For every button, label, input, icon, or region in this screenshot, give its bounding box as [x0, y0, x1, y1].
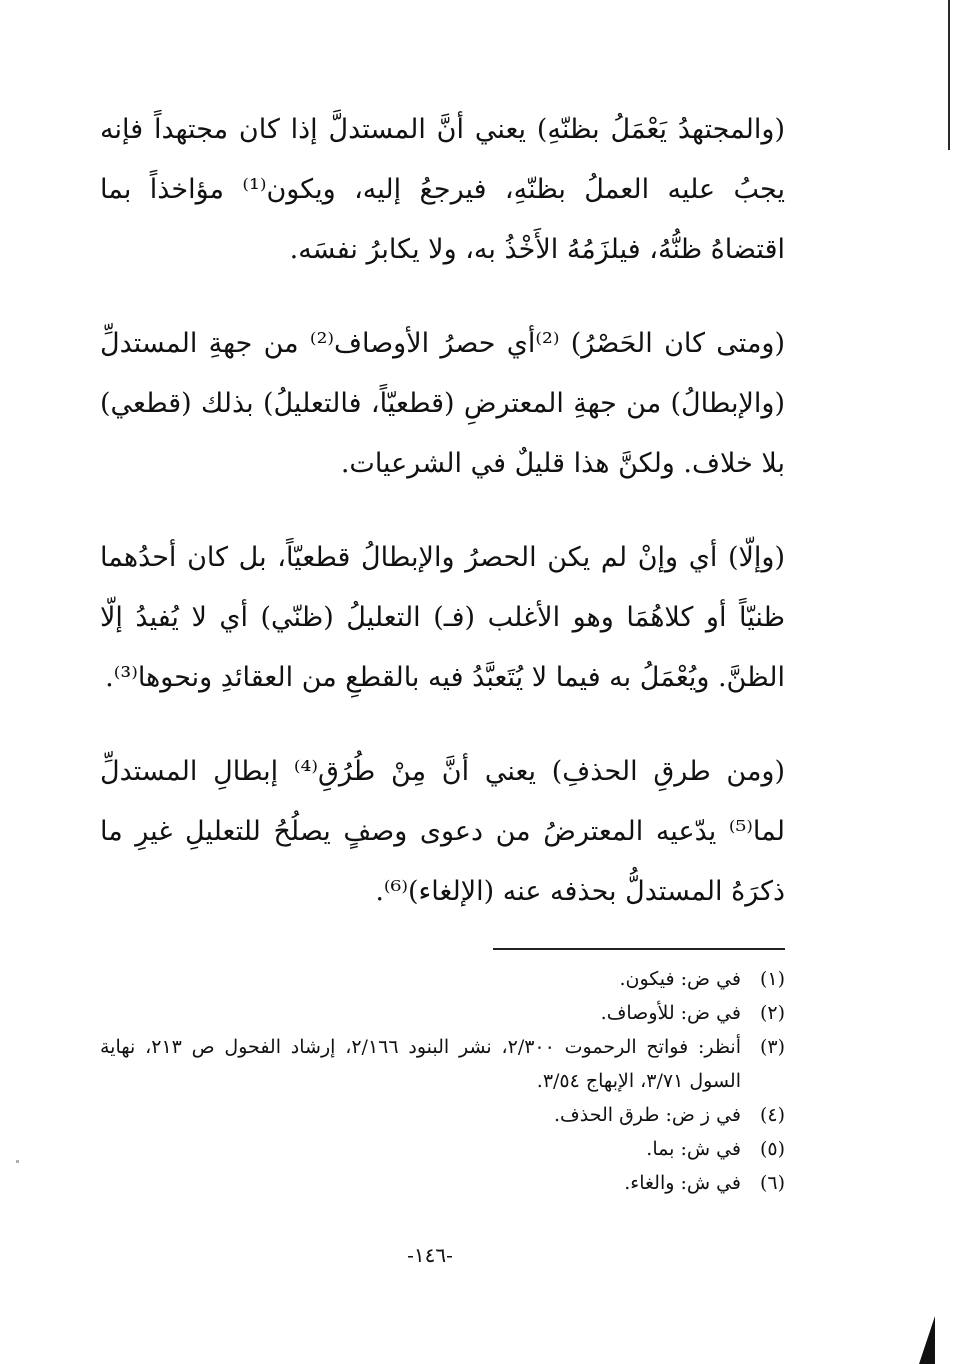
- footnote-text: أنظر: فواتح الرحموت ٢/٣٠٠، نشر البنود ٢/١٦٦، إرشاد الفحول ص ٢١٣، نهاية السول ٣/٧١، الإبهاج ٣/٥٤.: [100, 1036, 741, 1092]
- page-corner-mark: [919, 1316, 935, 1364]
- footnote-text: في ض: للأوصاف.: [600, 1002, 741, 1024]
- footnote-item: [100, 1166, 785, 1200]
- footnote-item: [100, 996, 785, 1030]
- paragraph-hadhf: (ومن طرقِ الحذفِ) يعني أنَّ مِنْ طُرُقِ⁽⁴⁾ إبطالِ المستدلِّ لما⁽⁵⁾ يدّعيه المعترضُ من دعوى وصفٍ يصلُحُ للتعليلِ غيرِ ما ذكرَهُ المستدلُّ بحذفه عنه (الإلغاء)⁽⁶⁾.: [100, 756, 786, 907]
- paragraph-mujtahid: (والمجتهدُ يَعْمَلُ بظنّهِ) يعني أنَّ المستدلَّ إذا كان مجتهداً فإنه يجبُ عليه العملُ بظنّهِ، فيرجعُ إليه، ويكون⁽¹⁾ مؤاخذاً بما اقتضاهُ ظنُّهُ، فيلزَمُهُ الأَخْذُ به، ولا يكابرُ نفسَه.: [100, 114, 785, 265]
- paragraph-illa: (وإلّا) أي وإنْ لم يكن الحصرُ والإبطالُ قطعيّاً، بل كان أحدُهما ظنيّاً أو كلاهُمَا وهو الأغلب (فـ) التعليلُ (ظنّي) أي لا يُفيدُ إلّا الظنَّ. ويُعْمَلُ به فيما لا يُتَعبَّدُ فيه بالقطعِ من العقائدِ ونحوها⁽³⁾.: [100, 542, 785, 693]
- footnote-item: [100, 1132, 785, 1166]
- page-number: -١٤٦-: [407, 1243, 453, 1267]
- scan-speck: [16, 1160, 19, 1163]
- footnote-number: (٢): [759, 1002, 785, 1024]
- footnote-separator: [493, 948, 785, 950]
- footnote-number: (١): [759, 968, 785, 990]
- paragraph-hasr: (ومتى كان الحَصْرُ) ⁽²⁾أي حصرُ الأوصاف⁽²⁾ من جهةِ المستدلِّ (والإبطالُ) من جهةِ المعترضِ (قطعيّاً، فالتعليلُ) بذلك (قطعي) بلا خلاف. ولكنَّ هذا قليلٌ في الشرعيات.: [100, 328, 785, 479]
- main-text: [100, 100, 785, 922]
- footnote-item: [100, 962, 785, 996]
- scan-edge-line: [948, 0, 950, 150]
- footnotes: [100, 962, 785, 1200]
- footnote-text: في ش: والغاء.: [624, 1172, 741, 1194]
- footnote-text: في ش: بما.: [646, 1138, 741, 1160]
- footnote-item: [100, 1030, 785, 1098]
- footnote-number: (٦): [759, 1172, 785, 1194]
- footnote-number: (٤): [759, 1104, 785, 1126]
- footnote-item: [100, 1098, 785, 1132]
- footnote-text: في ز ض: طرق الحذف.: [553, 1104, 741, 1126]
- footnote-number: (٣): [759, 1036, 785, 1058]
- footnote-text: في ض: فيكون.: [619, 968, 741, 990]
- footnote-number: (٥): [759, 1138, 785, 1160]
